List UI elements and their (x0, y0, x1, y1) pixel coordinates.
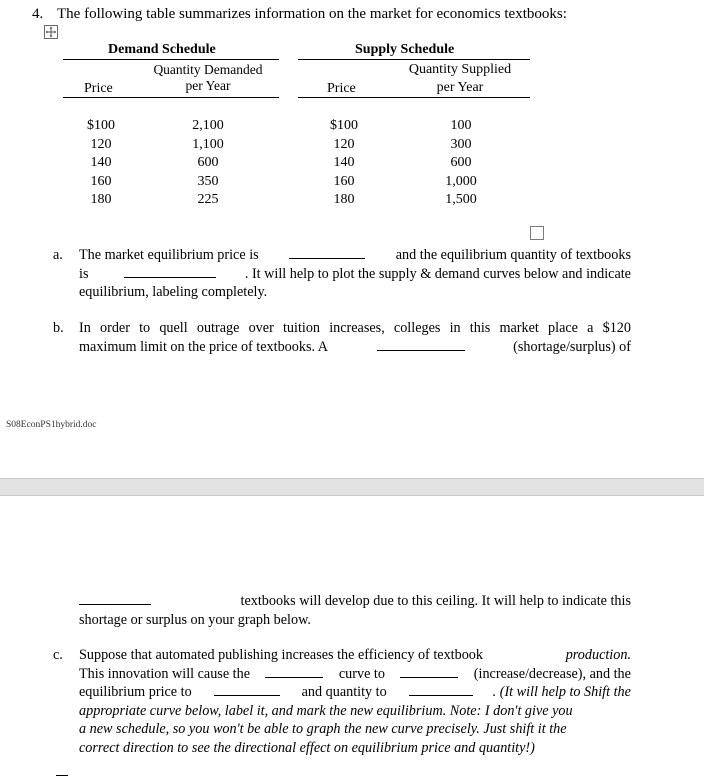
part-a-text: . It will help to plot the supply & demand curves below and indicate (244, 265, 631, 282)
part-c-text: This innovation will cause the (79, 665, 251, 682)
part-b-continuation (79, 592, 631, 629)
cut-off-text-fragment (56, 775, 68, 776)
document-page-2 (0, 496, 704, 779)
part-b-paragraph (53, 319, 631, 356)
table-cell: 160 (333, 173, 355, 189)
table-cell: $100 (87, 118, 115, 133)
part-a-text: equilibrium, labeling completely. (79, 284, 268, 300)
table-cell: 140 (90, 155, 112, 170)
demand-qty-header-line1: Quantity Demanded (153, 62, 263, 77)
part-b-text: shortage or surplus on your graph below. (79, 611, 311, 628)
table-cell: 1,500 (445, 192, 477, 207)
answer-blank[interactable] (377, 338, 465, 351)
page-break-gap (0, 478, 704, 496)
part-c-label: c. (53, 647, 63, 663)
question-number: 4. (32, 6, 44, 22)
table-cell: $100 (330, 118, 358, 133)
supply-qty-header-line2: per Year (436, 80, 484, 95)
table-cell: 1,100 (192, 136, 224, 152)
supply-price-header: Price (327, 81, 356, 96)
part-b-text: (shortage/surplus) of (513, 338, 631, 355)
supply-title-rule (298, 59, 530, 60)
table-cell: 100 (450, 118, 472, 133)
answer-blank[interactable] (289, 246, 365, 259)
part-a-text: and the equilibrium quantity of textbooks (395, 247, 631, 263)
table-cell: 350 (197, 173, 219, 189)
table-cell: 140 (333, 155, 355, 170)
part-a-label: a. (53, 247, 63, 263)
table-cell: 225 (197, 192, 219, 207)
table-cell: 2,100 (192, 118, 224, 133)
answer-blank[interactable] (409, 683, 473, 696)
table-cell: 1,000 (445, 173, 477, 189)
footer-filename: S08EconPS1hybrid.doc (6, 420, 97, 430)
part-c-text: appropriate curve below, label it, and mark the new equilibrium. Note: I don't give you (79, 702, 573, 719)
answer-blank[interactable] (79, 592, 151, 605)
table-cell: 600 (450, 155, 472, 170)
answer-blank[interactable] (400, 665, 458, 678)
table-cell: 300 (450, 136, 472, 152)
part-b-label: b. (53, 320, 64, 336)
part-c-text: correct direction to see the directional effect on equilibrium price and quantity!) (79, 739, 535, 756)
part-c-text: and quantity to (301, 684, 387, 700)
table-cell: 160 (90, 173, 112, 189)
table-cell: 180 (333, 192, 355, 207)
supply-price-column (321, 117, 367, 210)
answer-blank[interactable] (124, 265, 216, 278)
question-text: The following table summarizes information on the market for economics textbooks: (57, 6, 567, 22)
demand-header-rule (63, 97, 279, 98)
part-b-text: maximum limit on the price of textbooks. A (79, 338, 329, 355)
part-c-text: Suppose that automated publishing increases the efficiency of textbook (79, 647, 483, 663)
demand-title-rule (63, 59, 279, 60)
table-move-handle-icon[interactable] (44, 25, 58, 39)
supply-quantity-column (431, 117, 491, 210)
table-cell: 180 (90, 192, 112, 207)
part-b-text: textbooks will develop due to this ceiling. It will help to indicate this (240, 593, 631, 609)
answer-blank[interactable] (214, 683, 280, 696)
demand-quantity-column (178, 117, 238, 210)
part-a-text: is (79, 265, 89, 282)
part-c-text: equilibrium price to (79, 684, 192, 700)
table-cell: 120 (90, 136, 112, 152)
part-c-text: (increase/decrease), and the (473, 665, 631, 682)
part-c-text: curve to (338, 665, 385, 682)
placeholder-checkbox[interactable] (530, 226, 544, 240)
demand-schedule-title: Demand Schedule (108, 42, 216, 57)
answer-blank[interactable] (265, 665, 323, 678)
supply-qty-header-line1: Quantity Supplied (408, 62, 512, 77)
supply-header-rule (298, 97, 530, 98)
part-b-text: In order to quell outrage over tuition increases, colleges in this market place a $120 (79, 320, 631, 336)
part-c-paragraph (53, 646, 631, 757)
table-cell: 600 (197, 155, 219, 170)
demand-price-header: Price (84, 81, 113, 96)
table-cell: 120 (333, 136, 355, 152)
part-c-text: a new schedule, so you won't be able to graph the new curve precisely. Just shift it the (79, 721, 567, 737)
supply-schedule-title: Supply Schedule (355, 42, 455, 57)
part-c-text: . (It will help to Shift the (492, 684, 631, 700)
demand-price-column (78, 117, 124, 210)
demand-qty-header-line2: per Year (185, 78, 231, 93)
part-c-text: production. (565, 647, 631, 663)
part-a-text: The market equilibrium price is (79, 247, 259, 263)
part-a-paragraph (53, 246, 631, 302)
